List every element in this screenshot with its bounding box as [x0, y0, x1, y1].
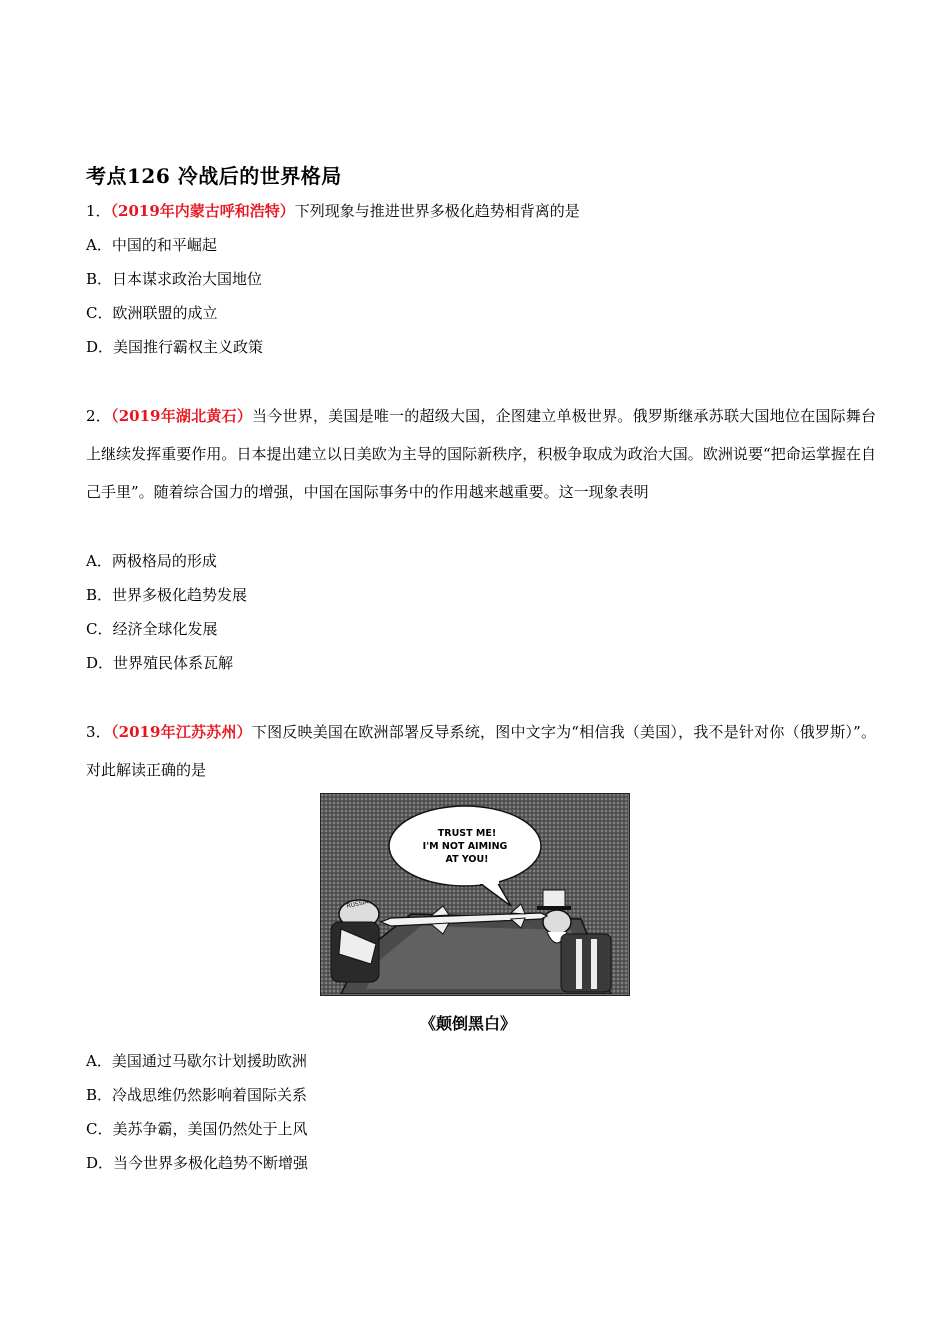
option-d: D．美国推行霸权主义政策 [86, 338, 264, 356]
cartoon-image [320, 793, 630, 996]
option-d: D．当今世界多极化趋势不断增强 [86, 1154, 309, 1172]
option-a: A．两极格局的形成 [86, 552, 217, 570]
page-title: 考点126 冷战后的世界格局 [86, 164, 342, 188]
bubble-line-3: AT YOU! [445, 854, 489, 865]
option-b: B．世界多极化趋势发展 [86, 586, 248, 604]
option-c: C．经济全球化发展 [86, 620, 218, 638]
question-source: （2019年内蒙古呼和浩特） [110, 202, 295, 220]
question-text: 当今世界，美国是唯一的超级大国，企图建立单极世界。俄罗斯继承苏联大国地位在国际舞台上继续发挥重要作用。日本提出建立以日美欧为主导的国际新秩序，积极争取成为政治大国。欧洲说要“把命运掌握在自己手里”。随着综合国力的增强，中国在国际事务中的作用越来越重要。这一现象表明 [86, 407, 877, 501]
question-source: （2019年江苏苏州） [110, 723, 252, 741]
option-c: C．欧洲联盟的成立 [86, 304, 218, 322]
option-c: C．美苏争霸，美国仍然处于上风 [86, 1120, 308, 1138]
cartoon-caption: 《颠倒黑白》 [420, 1014, 517, 1033]
question-number: 1． [86, 202, 111, 220]
option-b: B．日本谋求政治大国地位 [86, 270, 263, 288]
option-a: A．美国通过马歇尔计划援助欧洲 [86, 1052, 307, 1070]
question-3-stem [86, 713, 876, 789]
question-2-stem [86, 397, 876, 511]
question-text: 下图反映美国在欧洲部署反导系统，图中文字为“相信我（美国），我不是针对你（俄罗斯）”。对此解读正确的是 [86, 723, 877, 779]
bubble-line-2: I'M NOT AIMING [422, 841, 508, 852]
question-source: （2019年湖北黄石） [111, 407, 253, 425]
question-number: 3． [86, 723, 111, 741]
option-d: D．世界殖民体系瓦解 [86, 654, 234, 672]
bubble-line-1: TRUST ME! [437, 828, 497, 839]
option-a: A．中国的和平崛起 [86, 236, 217, 254]
question-number: 2． [86, 407, 111, 425]
question-text: 下列现象与推进世界多极化趋势相背离的是 [294, 202, 580, 220]
option-b: B．冷战思维仍然影响着国际关系 [86, 1086, 308, 1104]
question-1-stem [86, 201, 580, 221]
svg-text:RUSSIA: RUSSIA [345, 898, 369, 910]
